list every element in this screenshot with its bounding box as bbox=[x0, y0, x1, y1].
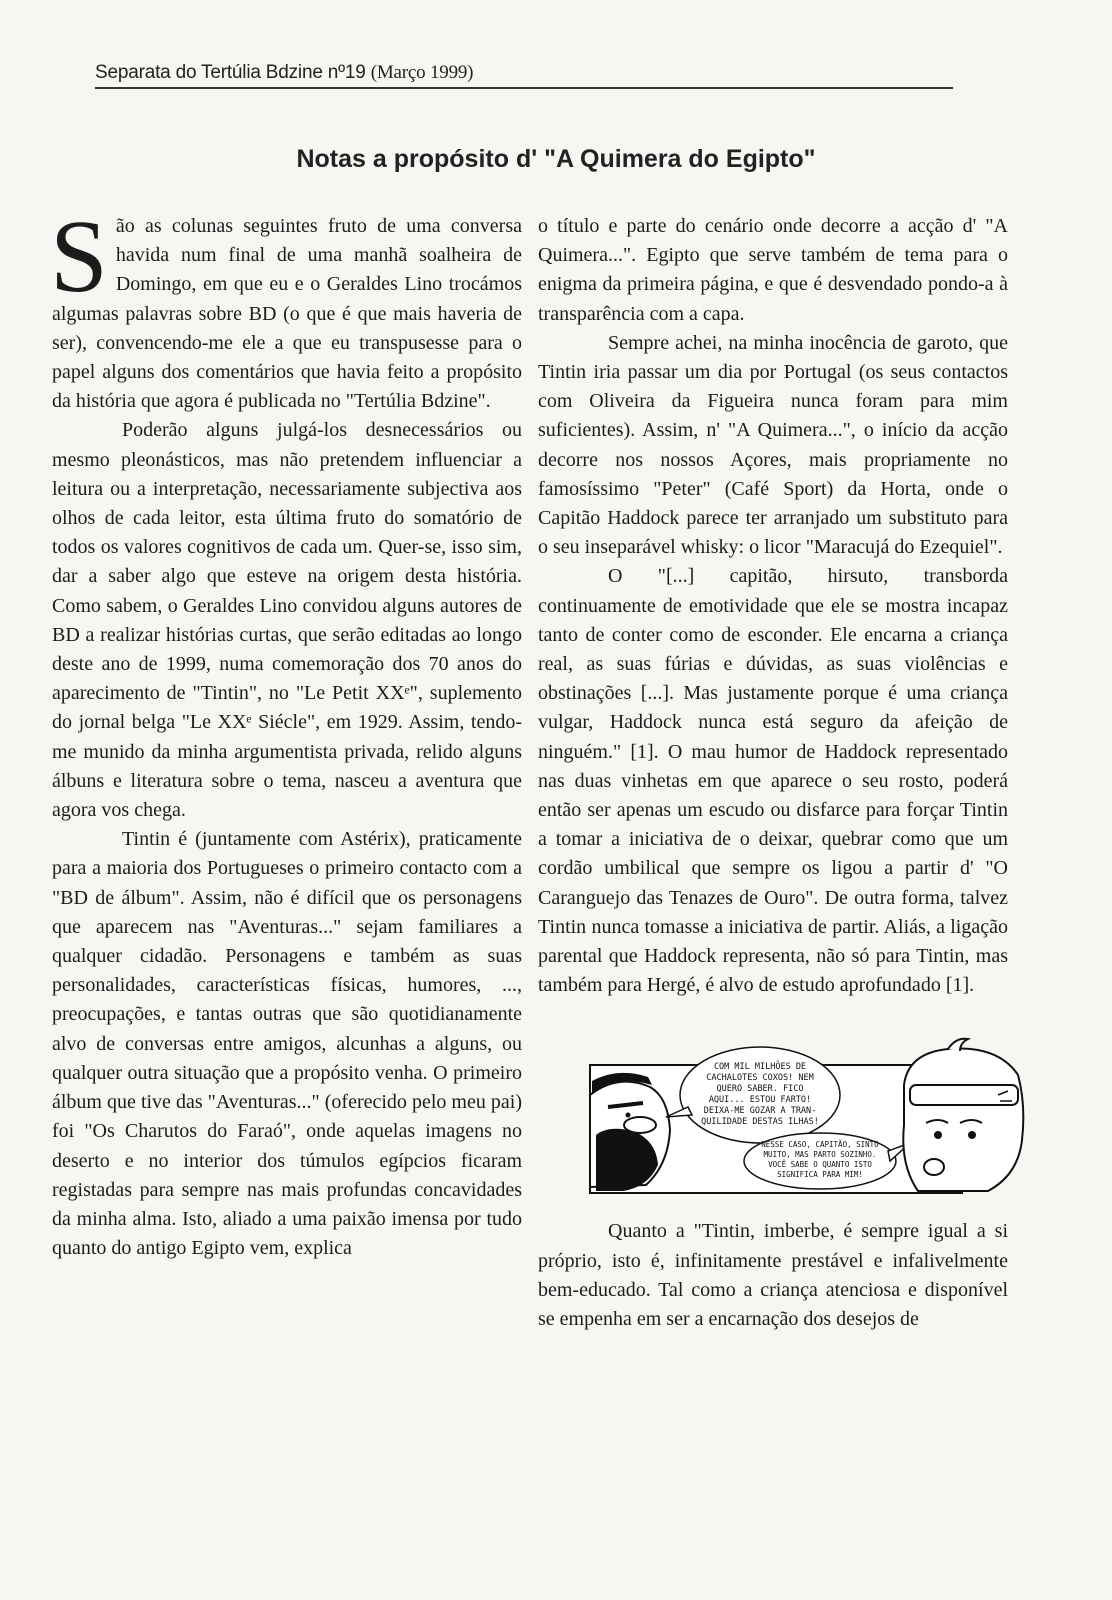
comic-panel bbox=[588, 1035, 1026, 1195]
bubble-line: DEIXA-ME GOZAR A TRAN- bbox=[703, 1106, 817, 1117]
tintin-head bbox=[903, 1039, 1023, 1191]
paragraph: Poderão alguns julgá-los desnecessários ou mesmo pleonásticos, mas não pretendem influenciar a leitura ou a interpretação, necessariamente subjectiva aos olhos de cada leitor, esta última fruto do somatório de todos os valores cognitivos de cada um. Quer-se, isso sim, dar a saber algo que esteve na origem desta história. Como sabem, o Geraldes Lino convidou alguns autores de BD a realizar histórias curtas, que serão editadas ao longo deste ano de 1999, numa comemoração dos 70 anos do aparecimento de "Tintin", no "Le Petit XXᵉ", suplemento do jornal belga "Le XXᵉ Siécle", em 1929. Assim, tendo-me munido da minha argumentista privada, relido alguns álbuns e literatura sobre o tema, nasceu a aventura que agora vos chega. bbox=[52, 419, 522, 822]
article-title: Notas a propósito d' "A Quimera do Egipto" bbox=[296, 145, 816, 173]
bubble-line: SIGNIFICA PARA MIM! bbox=[777, 1170, 863, 1180]
header-rule bbox=[95, 87, 953, 89]
bubble-line: MUITO, MAS PARTO SOZINHO. bbox=[763, 1150, 877, 1160]
bubble-line: QUILIDADE DESTAS ILHAS! bbox=[701, 1117, 819, 1128]
paragraph: o título e parte do cenário onde decorre a acção d' "A Quimera...". Egipto que serve também de tema para o enigma da primeira página, e que é desvendado pondo-a à transparência com a capa. bbox=[538, 215, 1008, 325]
bubble-line: NESSE CASO, CAPITÃO, SINTO bbox=[761, 1140, 879, 1150]
bubble-line: AQUI... ESTOU FARTO! bbox=[708, 1095, 812, 1106]
bubble-line: VOCÊ SABE O QUANTO ISTO bbox=[768, 1160, 872, 1170]
publication-date: (Março 1999) bbox=[370, 62, 474, 83]
bubble-line: COM MIL MILHÕES DE bbox=[713, 1062, 807, 1073]
paragraph: Quanto a "Tintin, imberbe, é sempre igual a si próprio, isto é, infinitamente prestável e infalivelmente bem-educado. Tal como a criança atenciosa e disponível se empenha em ser a encarnação dos desejos de bbox=[538, 1220, 1008, 1331]
paragraph: Tintin é (juntamente com Astérix), praticamente para a maioria dos Portugueses o primeiro contacto com a "BD de álbum". Assim, não é difícil que os personagens que aparecem nas "Aventuras..." sejam familiares a qualquer cidadão. Personagens e também as suas personalidades, características físicas, humores, ..., preocupações, e tantas outras que são quotidianamente alvo de conversas entre amigos, alcunhas a alguns, ou qualquer outra situação que a propósito venha. O primeiro álbum que tive das "Aventuras..." (oferecido pelo meu pai) foi "Os Charutos do Faraó", onde aquelas imagens no deserto e no interior dos túmulos egípcios ficaram registadas para sempre nas mais profundas concavidades da minha alma. Isto, aliado a uma paixão imensa por tudo quanto do antigo Egipto vem, explica bbox=[52, 828, 522, 1260]
bubble-line: CACHALOTES COXOS! NEM bbox=[706, 1073, 814, 1084]
paragraph: Sempre achei, na minha inocência de garoto, que Tintin iria passar um dia por Portugal (os seus contactos com Oliveira da Figueira nunca foram para mim suficientes). Assim, n' "A Quimera...", o início da acção decorre nos nossos Açores, mais propriamente no famosíssimo "Peter" (Café Sport) da Horta, onde o Capitão Haddock parece ter arranjado um substituto para o seu inseparável whisky: o licor "Maracujá do Ezequiel". bbox=[538, 331, 1008, 559]
drop-cap: S bbox=[50, 199, 108, 314]
left-column bbox=[50, 199, 522, 1263]
paragraph bbox=[50, 199, 522, 416]
paragraph-text: ão as colunas seguintes fruto de uma conversa havida num final de uma manhã soalheira de Domingo, em que eu e o Geraldes Lino trocámos algumas palavras sobre BD (o que é que mais haveria de ser), convencendo-me ele a que eu transpusesse para o papel alguns dos comentários que havia feito a propósito da história que agora é publicada no "Tertúlia Bdzine". bbox=[52, 215, 522, 413]
running-header bbox=[95, 62, 473, 84]
right-column bbox=[538, 212, 1008, 1334]
paragraph: O "[...] capitão, hirsuto, transborda continuamente de emotividade que ele se mostra incapaz tanto de conter como de esconder. Ele encarna a criança real, as suas fúrias e dúvidas, as suas violências e obstinações [...]. Mas justamente porque é uma criança vulgar, Haddock nunca está seguro da afeição de ninguém." [1]. O mau humor de Haddock representado nas duas vinhetas em que aparece o seu rosto, poderá então ser apenas um escudo ou disfarce para forçar Tintin a tomar a iniciativa de o deixar, quebrar como que um cordão umbilical que sempre os ligou a partir d' "O Caranguejo das Tenazes de Ouro". De outra forma, talvez Tintin nunca tomasse a iniciativa de partir. Aliás, a ligação parental que Haddock representa, não só para Tintin, mas também para Hergé, é alvo de estudo aprofundado [1]. bbox=[538, 565, 1008, 997]
bubble-line: QUERO SABER. FICO bbox=[716, 1084, 804, 1095]
publication-name: Separata do Tertúlia Bdzine nº19 bbox=[95, 62, 366, 83]
